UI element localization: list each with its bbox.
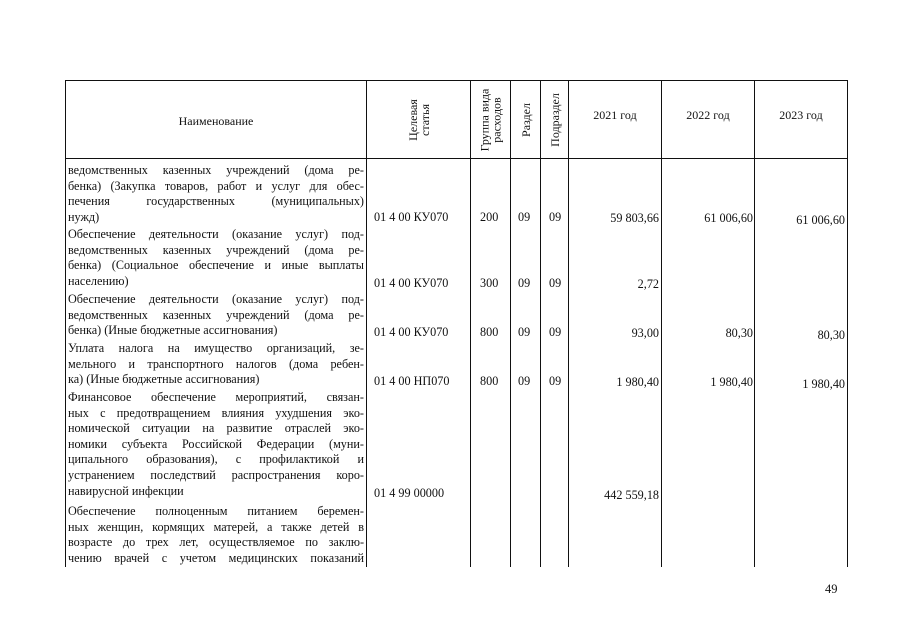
row-description: ведомственных казенных учреждений (дома ре- бенка) (Закупка товаров, работ и услуг для обес- печения государственных (муниципальных) нужд) [68, 163, 364, 224]
header-name: Наименование [178, 114, 254, 128]
col-border-right [847, 80, 848, 567]
row-value-2023: 61 006,60 [796, 213, 845, 227]
row-section: 09 [518, 325, 531, 339]
header-section [511, 81, 540, 158]
row-section: 09 [518, 276, 531, 290]
header-subsection [541, 81, 568, 158]
row-value-2021: 59 803,66 [610, 211, 659, 225]
header-target-article-line1: Целевая [405, 98, 420, 141]
row-section: 09 [518, 374, 531, 388]
row-value-2022: 61 006,60 [704, 211, 753, 225]
header-subsection-label: Подраздел [547, 92, 562, 147]
row-value-2022: 80,30 [725, 326, 753, 340]
row-code: 01 4 99 00000 [374, 486, 445, 500]
row-group: 800 [480, 325, 499, 339]
row-value-2023: 1 980,40 [802, 377, 845, 391]
header-year-2023: 2023 год [779, 108, 823, 122]
header-target-article-line2: статья [417, 103, 432, 136]
col-border-left [65, 80, 66, 567]
row-value-2023: 80,30 [817, 328, 845, 342]
header-expense-group-line2: расходов [489, 96, 504, 143]
row-subsection: 09 [549, 325, 562, 339]
row-code: 01 4 00 КУ070 [374, 325, 449, 339]
header-year-2021: 2021 год [593, 108, 637, 122]
header-expense-group [471, 81, 510, 158]
col-border-2021 [661, 80, 662, 567]
row-code: 01 4 00 КУ070 [374, 276, 449, 290]
row-value-2021: 93,00 [631, 326, 659, 340]
header-year-2022: 2022 год [686, 108, 730, 122]
header-bottom-border [65, 158, 848, 159]
header-target-article [367, 81, 470, 158]
row-description: Обеспечение полноценным питанием беремен- ных женщин, кормящих матерей, а также детей в возрасте до трех лет, осуществляемое по заклю- чению врачей с учетом медицинских показаний [68, 504, 364, 565]
row-group: 800 [480, 374, 499, 388]
header-section-label: Раздел [518, 102, 533, 137]
row-subsection: 09 [549, 276, 562, 290]
row-description: Обеспечение деятельности (оказание услуг) под- ведомственных казенных учреждений (дома ре- бенка) (Иные бюджетные ассигнования) [68, 292, 364, 338]
row-code: 01 4 00 КУ070 [374, 210, 449, 224]
row-code: 01 4 00 НП070 [374, 374, 450, 388]
row-subsection: 09 [549, 374, 562, 388]
row-section: 09 [518, 210, 531, 224]
row-description: Обеспечение деятельности (оказание услуг) под- ведомственных казенных учреждений (дома ре- бенка) (Социальное обеспечение и иные выплаты населению) [68, 227, 364, 288]
row-subsection: 09 [549, 210, 562, 224]
page-number: 49 [825, 582, 838, 596]
row-group: 300 [480, 276, 499, 290]
row-value-2021: 2,72 [637, 277, 659, 291]
header-expense-group-line1: Группа вида [477, 88, 492, 151]
row-group: 200 [480, 210, 499, 224]
row-value-2022: 1 980,40 [710, 375, 753, 389]
row-value-2021: 442 559,18 [604, 488, 659, 502]
row-description: Уплата налога на имущество организаций, зе- мельного и транспортного налогов (дома ребен- ка) (Иные бюджетные ассигнования) [68, 341, 364, 387]
row-description: Финансовое обеспечение мероприятий, связан- ных с предотвращением влияния ухудшения эко- номической ситуации на развитие отраслей эко- номики субъекта Российской Федерации (муни- ципального образования), с профилактикой и устранением последствий распространения коро- навирусной инфекции [68, 390, 364, 498]
col-border-2022 [754, 80, 755, 567]
row-value-2021: 1 980,40 [616, 375, 659, 389]
col-border-subsection [568, 80, 569, 567]
